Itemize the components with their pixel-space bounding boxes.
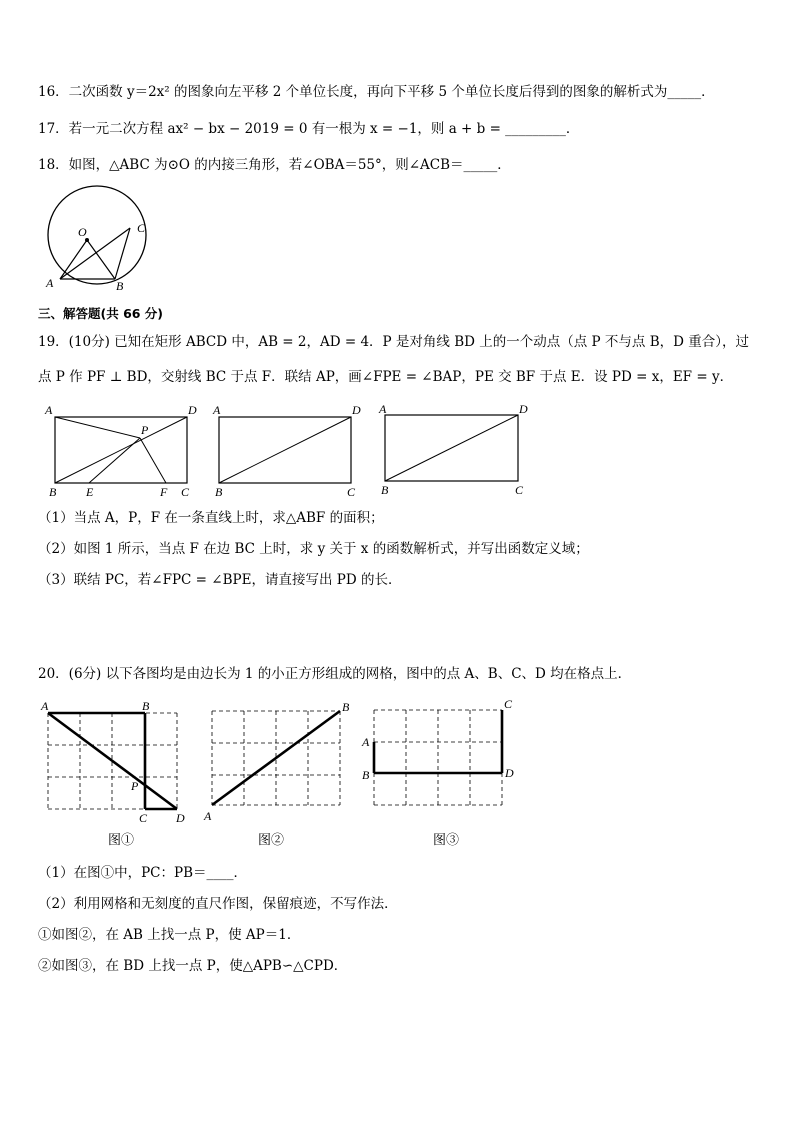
label-B: B (215, 485, 223, 499)
question-19-line1: 19．(10分) 已知在矩形 ABCD 中，AB = 2，AD = 4．P 是对角线 BD 上的一个动点（点 P 不与点 B，D 重合），过 (38, 334, 749, 350)
label-B: B (381, 483, 389, 497)
question-18: 18．如图，△ABC 为⊙O 的内接三角形，若∠OBA＝55°，则∠ACB＝_____． (38, 157, 511, 173)
question-17: 17．若一元二次方程 ax² − bx − 2019 = 0 有一根为 x = −1，则 a + b = _________． (38, 121, 580, 137)
caption-figure-1: 图① (108, 833, 135, 848)
label-B: B (342, 700, 350, 714)
label-B: B (362, 768, 370, 782)
figure-q20-2 (200, 698, 360, 825)
question-20-sub2a: ①如图②，在 AB 上找一点 P，使 AP＝1． (38, 927, 301, 943)
question-19-sub1: （1）当点 A，P，F 在一条直线上时，求△ABF 的面积； (38, 510, 384, 526)
label-C: C (504, 698, 513, 711)
label-B: B (142, 699, 150, 713)
label-C: C (181, 485, 190, 499)
label-P: P (131, 779, 139, 793)
label-A: A (41, 699, 49, 713)
section-heading: 三、解答题(共 66 分) (38, 306, 164, 321)
question-20-sub2b: ②如图③，在 BD 上找一点 P，使△APB∽△CPD． (38, 958, 348, 974)
label-C: C (137, 221, 146, 235)
label-A: A (204, 809, 212, 823)
label-A: A (46, 276, 54, 290)
figure-q19-2 (205, 400, 370, 500)
figure-q19-1 (40, 400, 205, 500)
label-C: C (347, 485, 356, 499)
question-20-sub1: （1）在图①中，PC：PB＝____． (38, 865, 248, 881)
question-19-sub2: （2）如图 1 所示，当点 F 在边 BC 上时，求 y 关于 x 的函数解析式，并写出函数定义域； (38, 541, 589, 557)
label-A: A (45, 403, 53, 417)
caption-figure-3: 图③ (433, 833, 460, 848)
label-F: F (160, 485, 168, 499)
label-O: O (78, 225, 87, 239)
label-A: A (379, 402, 387, 416)
question-16: 16．二次函数 y＝2x² 的图象向左平移 2 个单位长度，再向下平移 5 个单位长度后得到的图象的解析式为_____． (38, 84, 715, 100)
label-E: E (86, 485, 94, 499)
label-D: D (519, 402, 528, 416)
label-A: A (362, 735, 370, 749)
label-A: A (213, 403, 221, 417)
figure-q18-circle (30, 180, 170, 298)
label-C: C (139, 811, 148, 825)
label-D: D (188, 403, 197, 417)
figure-q19-3 (375, 400, 540, 500)
label-C: C (515, 483, 524, 497)
label-D: D (352, 403, 361, 417)
label-P: P (141, 423, 149, 437)
question-19-line2: 点 P 作 PF ⊥ BD，交射线 BC 于点 F．联结 AP，画∠FPE = ∠BAP，PE 交 BF 于点 E．设 PD = x，EF = y． (38, 369, 734, 385)
label-B: B (49, 485, 57, 499)
figure-q20-1 (38, 698, 188, 825)
question-20-intro: 20．(6分) 以下各图均是由边长为 1 的小正方形组成的网格，图中的点 A、B、C、D 均在格点上． (38, 666, 632, 682)
figure-q20-3 (360, 698, 525, 825)
question-20-sub2: （2）利用网格和无刻度的直尺作图，保留痕迹，不写作法． (38, 896, 398, 912)
label-D: D (505, 766, 514, 780)
caption-figure-2: 图② (258, 833, 285, 848)
label-D: D (176, 811, 185, 825)
label-B: B (116, 279, 124, 293)
question-19-sub3: （3）联结 PC，若∠FPC = ∠BPE，请直接写出 PD 的长． (38, 572, 402, 588)
